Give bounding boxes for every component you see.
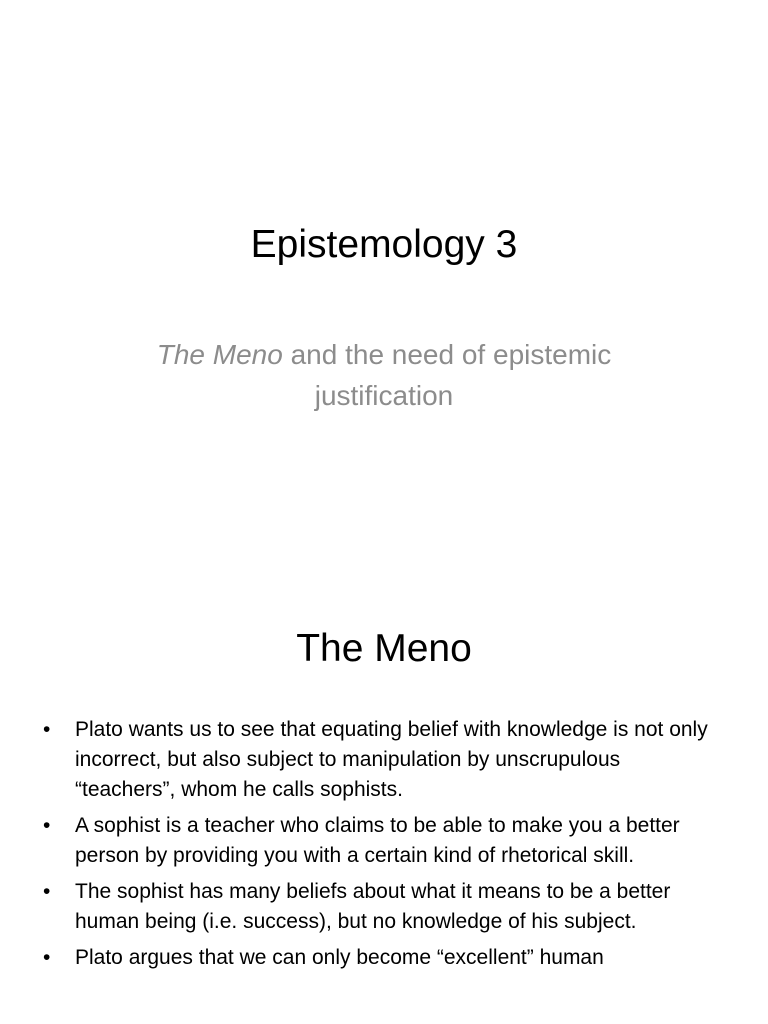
bullet-icon: • xyxy=(43,718,51,741)
bullet-text: Plato argues that we can only become “excellent” human xyxy=(75,946,604,969)
bullet-item xyxy=(40,715,708,805)
bullet-icon: • xyxy=(43,814,51,837)
slide-title: The Meno xyxy=(296,627,472,670)
bullet-text: A sophist is a teacher who claims to be able to make you a better person by providing you with a certain kind of rhetorical skill. xyxy=(75,814,680,867)
bullet-text: The sophist has many beliefs about what it means to be a better human being (i.e. success), but no knowledge of his subject. xyxy=(75,880,671,933)
bullet-item xyxy=(40,811,708,871)
bullet-item xyxy=(40,943,708,973)
bullet-list xyxy=(40,715,708,979)
bullet-icon: • xyxy=(43,880,51,903)
subtitle-italic-text: The Meno xyxy=(156,339,283,370)
bullet-text: Plato wants us to see that equating belief with knowledge is not only incorrect, but also subject to manipulation by unscrupulous “teachers”, whom he calls sophists. xyxy=(75,718,708,801)
slide-title: Epistemology 3 xyxy=(250,223,518,266)
bullet-item xyxy=(40,877,708,937)
subtitle-text: and the need of epistemic justification xyxy=(282,339,612,411)
bullet-icon: • xyxy=(43,946,51,969)
slide-subtitle xyxy=(104,334,664,416)
content-slide xyxy=(0,576,768,1024)
